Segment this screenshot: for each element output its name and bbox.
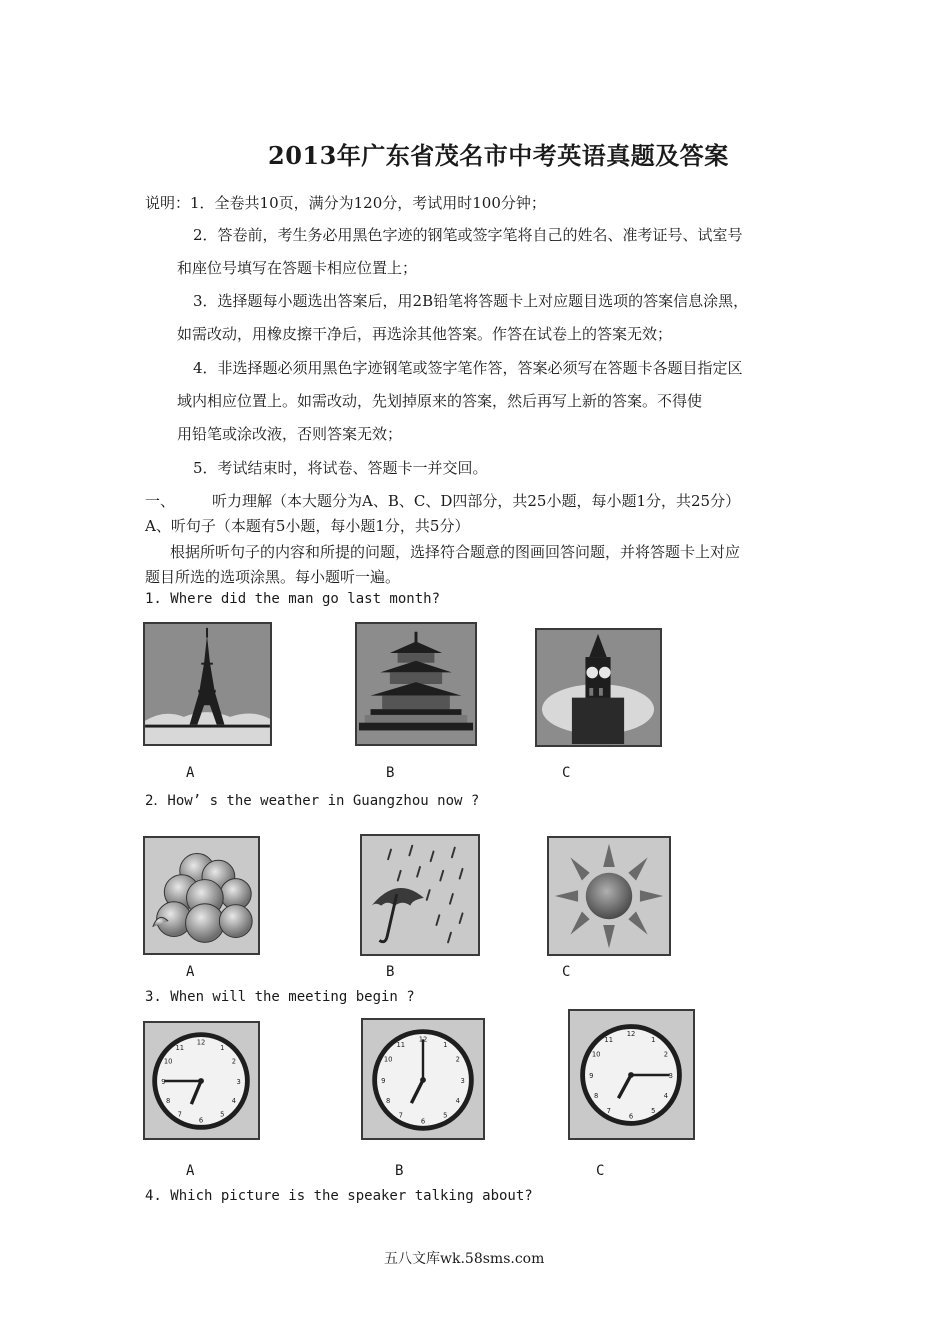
svg-text:7: 7 (177, 1110, 182, 1119)
svg-text:11: 11 (396, 1041, 406, 1050)
svg-text:3: 3 (236, 1077, 241, 1086)
svg-text:10: 10 (163, 1057, 173, 1066)
instruction-line-2a: 2．答卷前，考生务必用黑色字迹的钢笔或签字笔将自己的姓名、准考证号、试室号 (193, 226, 743, 244)
instruction-line-4c: 用铅笔或涂改液，否则答案无效； (177, 425, 403, 443)
page-title: 2013年广东省茂名市中考英语真题及答案 (268, 141, 729, 170)
question-4: 4. Which picture is the speaker talking about? (145, 1188, 533, 1204)
q3-option-c: C (596, 1163, 605, 1179)
svg-text:11: 11 (604, 1036, 614, 1045)
svg-text:12: 12 (418, 1035, 428, 1044)
question-2: 2．How’ s the weather in Guangzhou now ? (145, 793, 480, 809)
question-3: 3. When will the meeting begin ? (145, 989, 415, 1005)
svg-text:3: 3 (460, 1076, 465, 1085)
instruction-line-2b: 和座位号填写在答题卡相应位置上； (177, 259, 418, 277)
umbrella-rain-icon (362, 836, 478, 954)
picture-cloudy (143, 836, 260, 955)
q2-option-a: A (186, 964, 195, 980)
big-ben-icon (537, 630, 660, 745)
section-heading: 听力理解（本大题分为A、B、C、D四部分，共25小题，每小题1分，共25分） (212, 492, 741, 510)
q2-option-c: C (562, 964, 571, 980)
picture-sunny (547, 836, 671, 956)
svg-text:2: 2 (663, 1050, 669, 1059)
q1-option-a: A (186, 765, 195, 781)
svg-text:10: 10 (383, 1055, 393, 1064)
picture-temple-of-heaven (355, 622, 477, 746)
sun-icon (549, 838, 669, 954)
svg-text:2: 2 (231, 1057, 237, 1066)
svg-text:9: 9 (381, 1076, 386, 1085)
temple-of-heaven-icon (357, 624, 475, 744)
svg-text:7: 7 (606, 1106, 611, 1115)
svg-text:9: 9 (161, 1077, 166, 1086)
svg-text:6: 6 (628, 1112, 634, 1121)
svg-text:5: 5 (651, 1106, 656, 1115)
part-a-directions-2: 题目所选的选项涂黑。每小题听一遍。 (145, 568, 401, 586)
svg-text:1: 1 (220, 1044, 225, 1053)
svg-text:12: 12 (626, 1030, 636, 1039)
svg-text:4: 4 (663, 1092, 669, 1101)
question-1: 1. Where did the man go last month? (145, 591, 441, 607)
part-a-directions-1: 根据所听句子的内容和所提的问题，选择符合题意的图画回答问题，并将答题卡上对应 (170, 543, 741, 561)
cloud-icon (145, 838, 258, 953)
instruction-line-5: 5．考试结束时，将试卷、答题卡一并交回。 (193, 459, 488, 477)
picture-clock-c (568, 1009, 695, 1140)
part-a-heading: A、听句子（本题有5小题，每小题1分，共5分） (145, 517, 470, 535)
instruction-line-4b: 域内相应位置上。如需改动，先划掉原来的答案，然后再写上新的答案。不得使 (177, 392, 703, 410)
svg-text:1: 1 (443, 1041, 448, 1050)
picture-rainy (360, 834, 480, 956)
instruction-line-3b: 如需改动，用橡皮擦干净后，再选涂其他答案。作答在试卷上的答案无效； (177, 325, 673, 343)
svg-text:8: 8 (593, 1092, 599, 1101)
svg-text:2: 2 (455, 1055, 460, 1064)
q3-option-a: A (186, 1163, 195, 1179)
svg-text:6: 6 (198, 1116, 204, 1125)
svg-text:4: 4 (231, 1097, 237, 1106)
instruction-line-1: 说明：1．全卷共10页，满分为120分，考试用时100分钟； (145, 194, 546, 212)
eiffel-tower-icon (145, 624, 270, 744)
picture-big-ben (535, 628, 662, 747)
page-footer: 五八文库wk.58sms.com (384, 1251, 545, 1267)
q1-option-b: B (386, 765, 395, 781)
svg-text:12: 12 (196, 1038, 206, 1047)
instruction-line-3a: 3．选择题每小题选出答案后，用2B铅笔将答题卡上对应题目选项的答案信息涂黑， (193, 292, 749, 310)
section-number: 一、 (145, 492, 176, 510)
q2-option-b: B (386, 964, 395, 980)
svg-text:10: 10 (591, 1050, 601, 1059)
picture-eiffel-tower (143, 622, 272, 746)
picture-clock-b (361, 1018, 485, 1140)
q1-option-c: C (562, 765, 571, 781)
svg-text:7: 7 (398, 1111, 403, 1120)
picture-clock-a (143, 1021, 260, 1140)
clock-icon (145, 1023, 258, 1138)
clock-icon (363, 1020, 483, 1138)
svg-text:4: 4 (455, 1097, 460, 1106)
clock-icon (570, 1011, 693, 1138)
svg-text:8: 8 (386, 1097, 391, 1106)
svg-text:5: 5 (443, 1111, 448, 1120)
svg-text:3: 3 (668, 1071, 673, 1080)
svg-text:1: 1 (651, 1036, 656, 1045)
svg-text:11: 11 (175, 1044, 185, 1053)
q3-option-b: B (395, 1163, 404, 1179)
svg-text:5: 5 (220, 1110, 225, 1119)
svg-text:6: 6 (420, 1117, 426, 1126)
svg-text:8: 8 (166, 1097, 171, 1106)
instruction-line-4a: 4．非选择题必须用黑色字迹钢笔或签字笔作答，答案必须写在答题卡各题目指定区 (193, 359, 743, 377)
svg-text:9: 9 (589, 1071, 594, 1080)
